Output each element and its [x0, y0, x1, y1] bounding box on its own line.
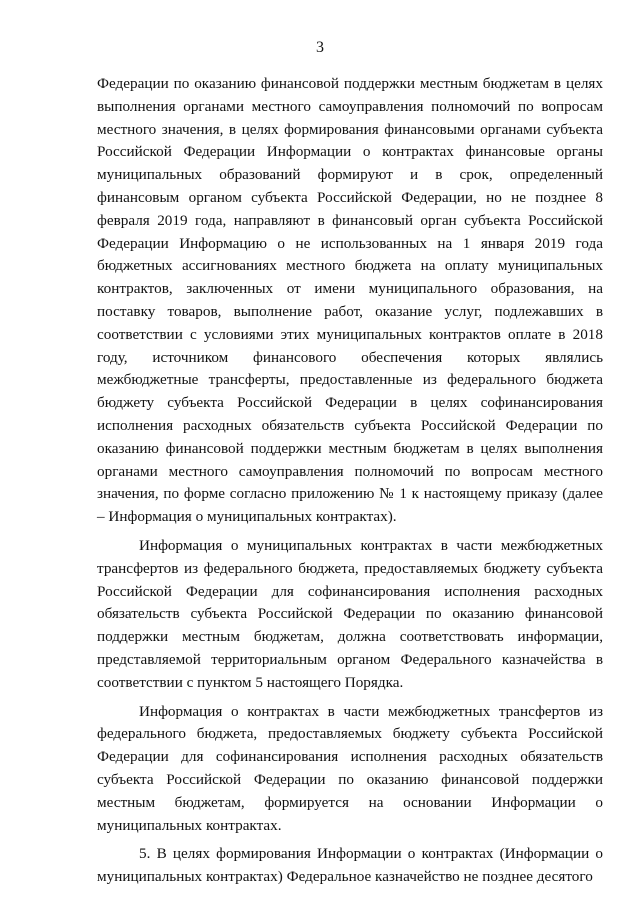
paragraph-4: 5. В целях формирования Информации о контрактах (Информации о муниципальных контрактах) Федеральное казначейство не позднее десятого — [97, 845, 603, 886]
document-body — [97, 73, 603, 889]
page-number: 3 — [316, 39, 324, 56]
paragraph-3: Информация о контрактах в части межбюджетных трансфертов из федерального бюджета, предоставляемых бюджету субъекта Российской Федерации для софинансирования исполнения расходных обязательств субъекта Российской Федерации по оказанию финансовой поддержки местным бюджетам, формируется на основании Информации о муниципальных контрактах. — [97, 702, 603, 834]
paragraph-2: Информация о муниципальных контрактах в части межбюджетных трансфертов из федерального бюджета, предоставляемых бюджету субъекта Российской Федерации для софинансирования исполнения расходных обязательств субъекта Российской Федерации по оказанию финансовой поддержки местным бюджетам, должна соответствовать информации, представляемой территориальным органом Федерального казначейства в соответствии с пунктом 5 настоящего Порядка. — [97, 536, 603, 691]
paragraph-1: Федерации по оказанию финансовой поддержки местным бюджетам в целях выполнения органами местного самоуправления полномочий по вопросам местного значения, в целях формирования финансовыми органами субъекта Российской Федерации Информации о контрактах финансовые органы муниципальных образований формируют и в срок, определенный финансовым органом субъекта Российской Федерации, но не позднее 8 февраля 2019 года, направляют в финансовый орган субъекта Российской Федерации Информацию о не использованных на 1 января 2019 года бюджетных ассигнованиях местного бюджета на оплату муниципальных контрактов, заключенных от имени муниципального образования, на поставку товаров, выполнение работ, оказание услуг, подлежавших в соответствии с условиями этих муниципальных контрактов оплате в 2018 году, источником финансового обеспечения которых являлись межбюджетные трансферты, предоставленные из федерального бюджета бюджету субъекта Российской Федерации в целях софинансирования исполнения расходных обязательств субъекта Российской Федерации по оказанию финансовой поддержки местным бюджетам в целях выполнения органами местного самоуправления полномочий по вопросам местного значения, по форме согласно приложению № 1 к настоящему приказу (далее – Информация о муниципальных контрактах). — [97, 75, 603, 526]
